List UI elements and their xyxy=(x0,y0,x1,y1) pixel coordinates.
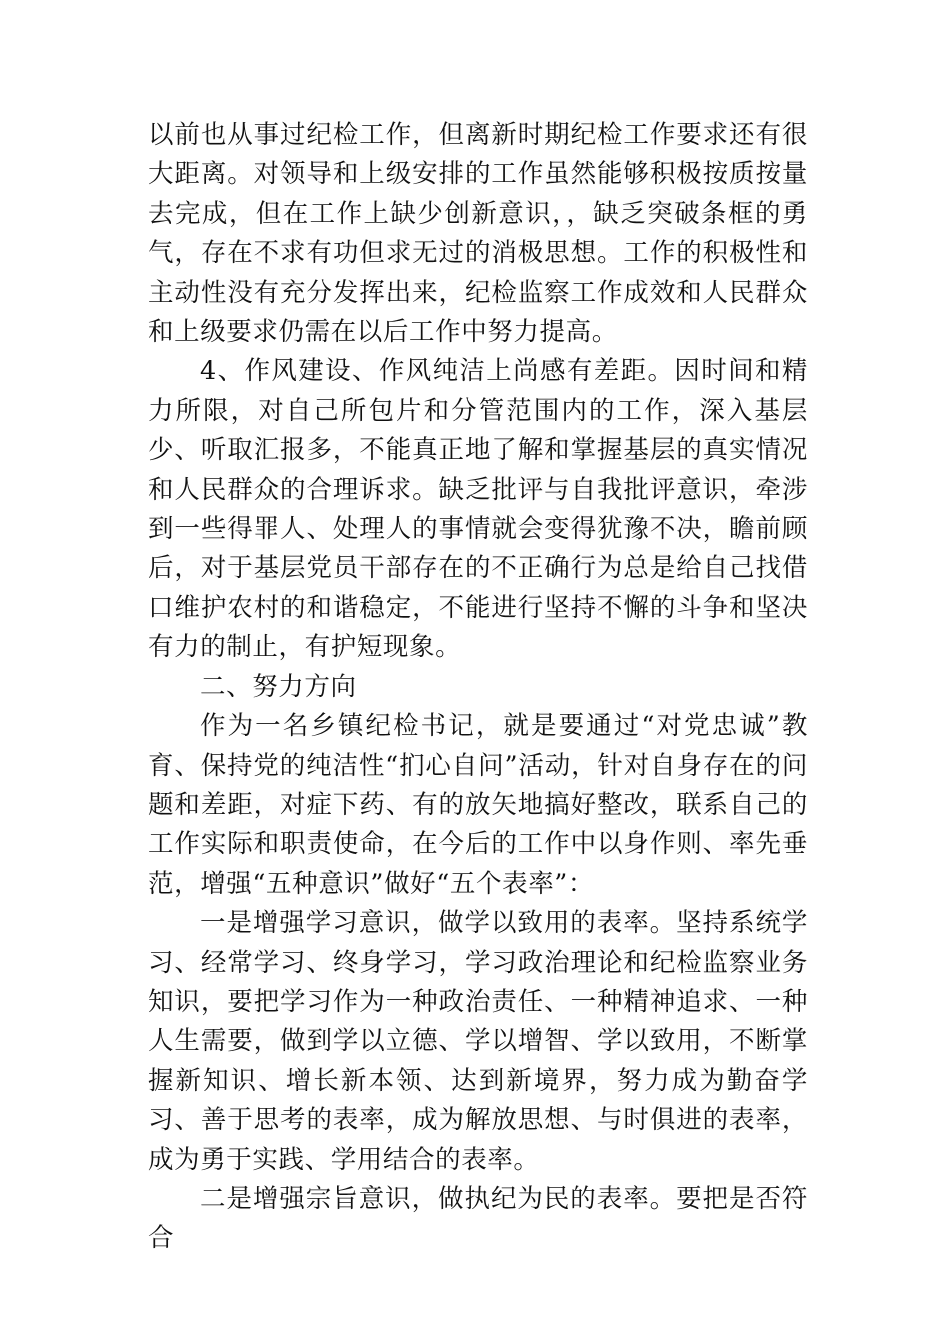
document-page xyxy=(148,116,808,1259)
paragraph-work-style-gap: 4、作风建设、作风纯洁上尚感有差距。因时间和精力所限，对自己所包片和分管范围内的工作，深入基层少、听取汇报多，不能真正地了解和掌握基层的真实情况和人民群众的合理诉求。缺乏批评与自我批评意识，牵涉到一些得罪人、处理人的事情就会变得犹豫不决，瞻前顾后，对于基层党员干部存在的不正确行为总是给自己找借口维护农村的和谐稳定，不能进行坚持不懈的斗争和坚决有力的制止，有护短现象。 xyxy=(148,356,808,663)
paragraph-learning-awareness: 一是增强学习意识，做学以致用的表率。坚持系统学习、经常学习、终身学习，学习政治理论和纪检监察业务知识，要把学习作为一种政治责任、一种精神追求、一种人生需要，做到学以立德、学以增智、学以致用，不断掌握新知识、增长新本领、达到新境界，努力成为勤奋学习、善于思考的表率，成为解放思想、与时俱进的表率，成为勇于实践、学用结合的表率。 xyxy=(148,908,808,1175)
section-heading-direction: 二、努力方向 xyxy=(200,671,357,702)
paragraph-direction-intro: 作为一名乡镇纪检书记，就是要通过“对党忠诚”教育、保持党的纯洁性“扪心自问”活动，针对自身存在的问题和差距，对症下药、有的放矢地搞好整改，联系自己的工作实际和职责使命，在今后的工作中以身作则、率先垂范，增强“五种意识”做好“五个表率”： xyxy=(148,711,808,899)
paragraph-discipline-work-gap: 以前也从事过纪检工作，但离新时期纪检工作要求还有很大距离。对领导和上级安排的工作虽然能够积极按质按量去完成，但在工作上缺少创新意识，，缺乏突破条框的勇气，存在不求有功但求无过的消极思想。工作的积极性和主动性没有充分发挥出来，纪检监察工作成效和人民群众和上级要求仍需在以后工作中努力提高。 xyxy=(148,120,808,348)
paragraph-purpose-awareness: 二是增强宗旨意识，做执纪为民的表率。要把是否符合 xyxy=(148,1183,808,1254)
